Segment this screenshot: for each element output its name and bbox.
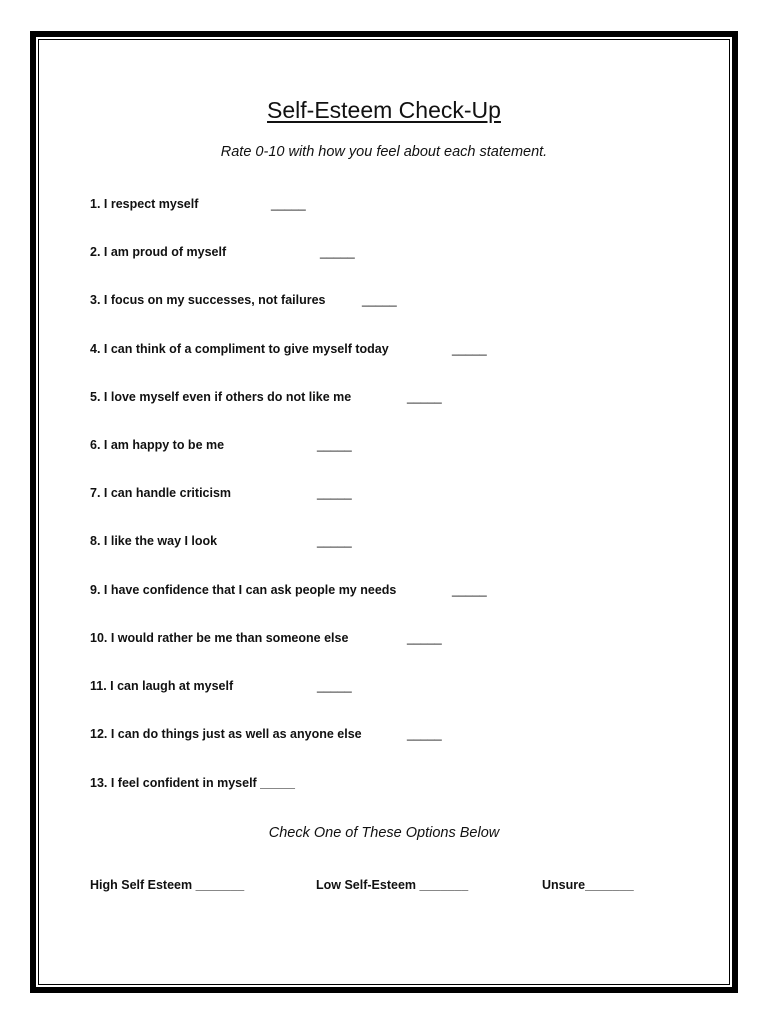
statement-11: 11. I can laugh at myself	[90, 679, 234, 693]
statement-7: 7. I can handle criticism	[90, 486, 232, 500]
option-high-self-esteem[interactable]: High Self Esteem _______	[90, 878, 245, 892]
rating-blank-11[interactable]: _____	[317, 679, 352, 693]
statement-6: 6. I am happy to be me	[90, 438, 225, 452]
statement-1: 1. I respect myself	[90, 197, 199, 211]
statement-12: 12. I can do things just as well as anyone else	[90, 727, 362, 741]
rating-blank-2[interactable]: _____	[320, 245, 355, 259]
statement-13[interactable]: 13. I feel confident in myself _____	[90, 776, 295, 790]
statement-9: 9. I have confidence that I can ask people my needs	[90, 583, 397, 597]
rating-blank-1[interactable]: _____	[271, 197, 306, 211]
rating-blank-5[interactable]: _____	[407, 390, 442, 404]
rating-blank-9[interactable]: _____	[452, 583, 487, 597]
statement-10: 10. I would rather be me than someone else	[90, 631, 349, 645]
instructions: Rate 0-10 with how you feel about each statement.	[220, 144, 548, 160]
statement-2: 2. I am proud of myself	[90, 245, 227, 259]
rating-blank-4[interactable]: _____	[452, 342, 487, 356]
page-border-inner	[38, 39, 730, 985]
rating-blank-12[interactable]: _____	[407, 727, 442, 741]
option-low-self-esteem[interactable]: Low Self-Esteem _______	[316, 878, 469, 892]
statement-3: 3. I focus on my successes, not failures	[90, 293, 326, 307]
option-unsure[interactable]: Unsure_______	[542, 878, 634, 892]
rating-blank-7[interactable]: _____	[317, 486, 352, 500]
rating-blank-10[interactable]: _____	[407, 631, 442, 645]
statement-4: 4. I can think of a compliment to give myself today	[90, 342, 389, 356]
rating-blank-6[interactable]: _____	[317, 438, 352, 452]
rating-blank-3[interactable]: _____	[362, 293, 397, 307]
page-title: Self-Esteem Check-Up	[267, 97, 501, 123]
options-heading: Check One of These Options Below	[268, 825, 500, 841]
statement-5: 5. I love myself even if others do not like me	[90, 390, 352, 404]
statement-8: 8. I like the way I look	[90, 534, 218, 548]
rating-blank-8[interactable]: _____	[317, 534, 352, 548]
